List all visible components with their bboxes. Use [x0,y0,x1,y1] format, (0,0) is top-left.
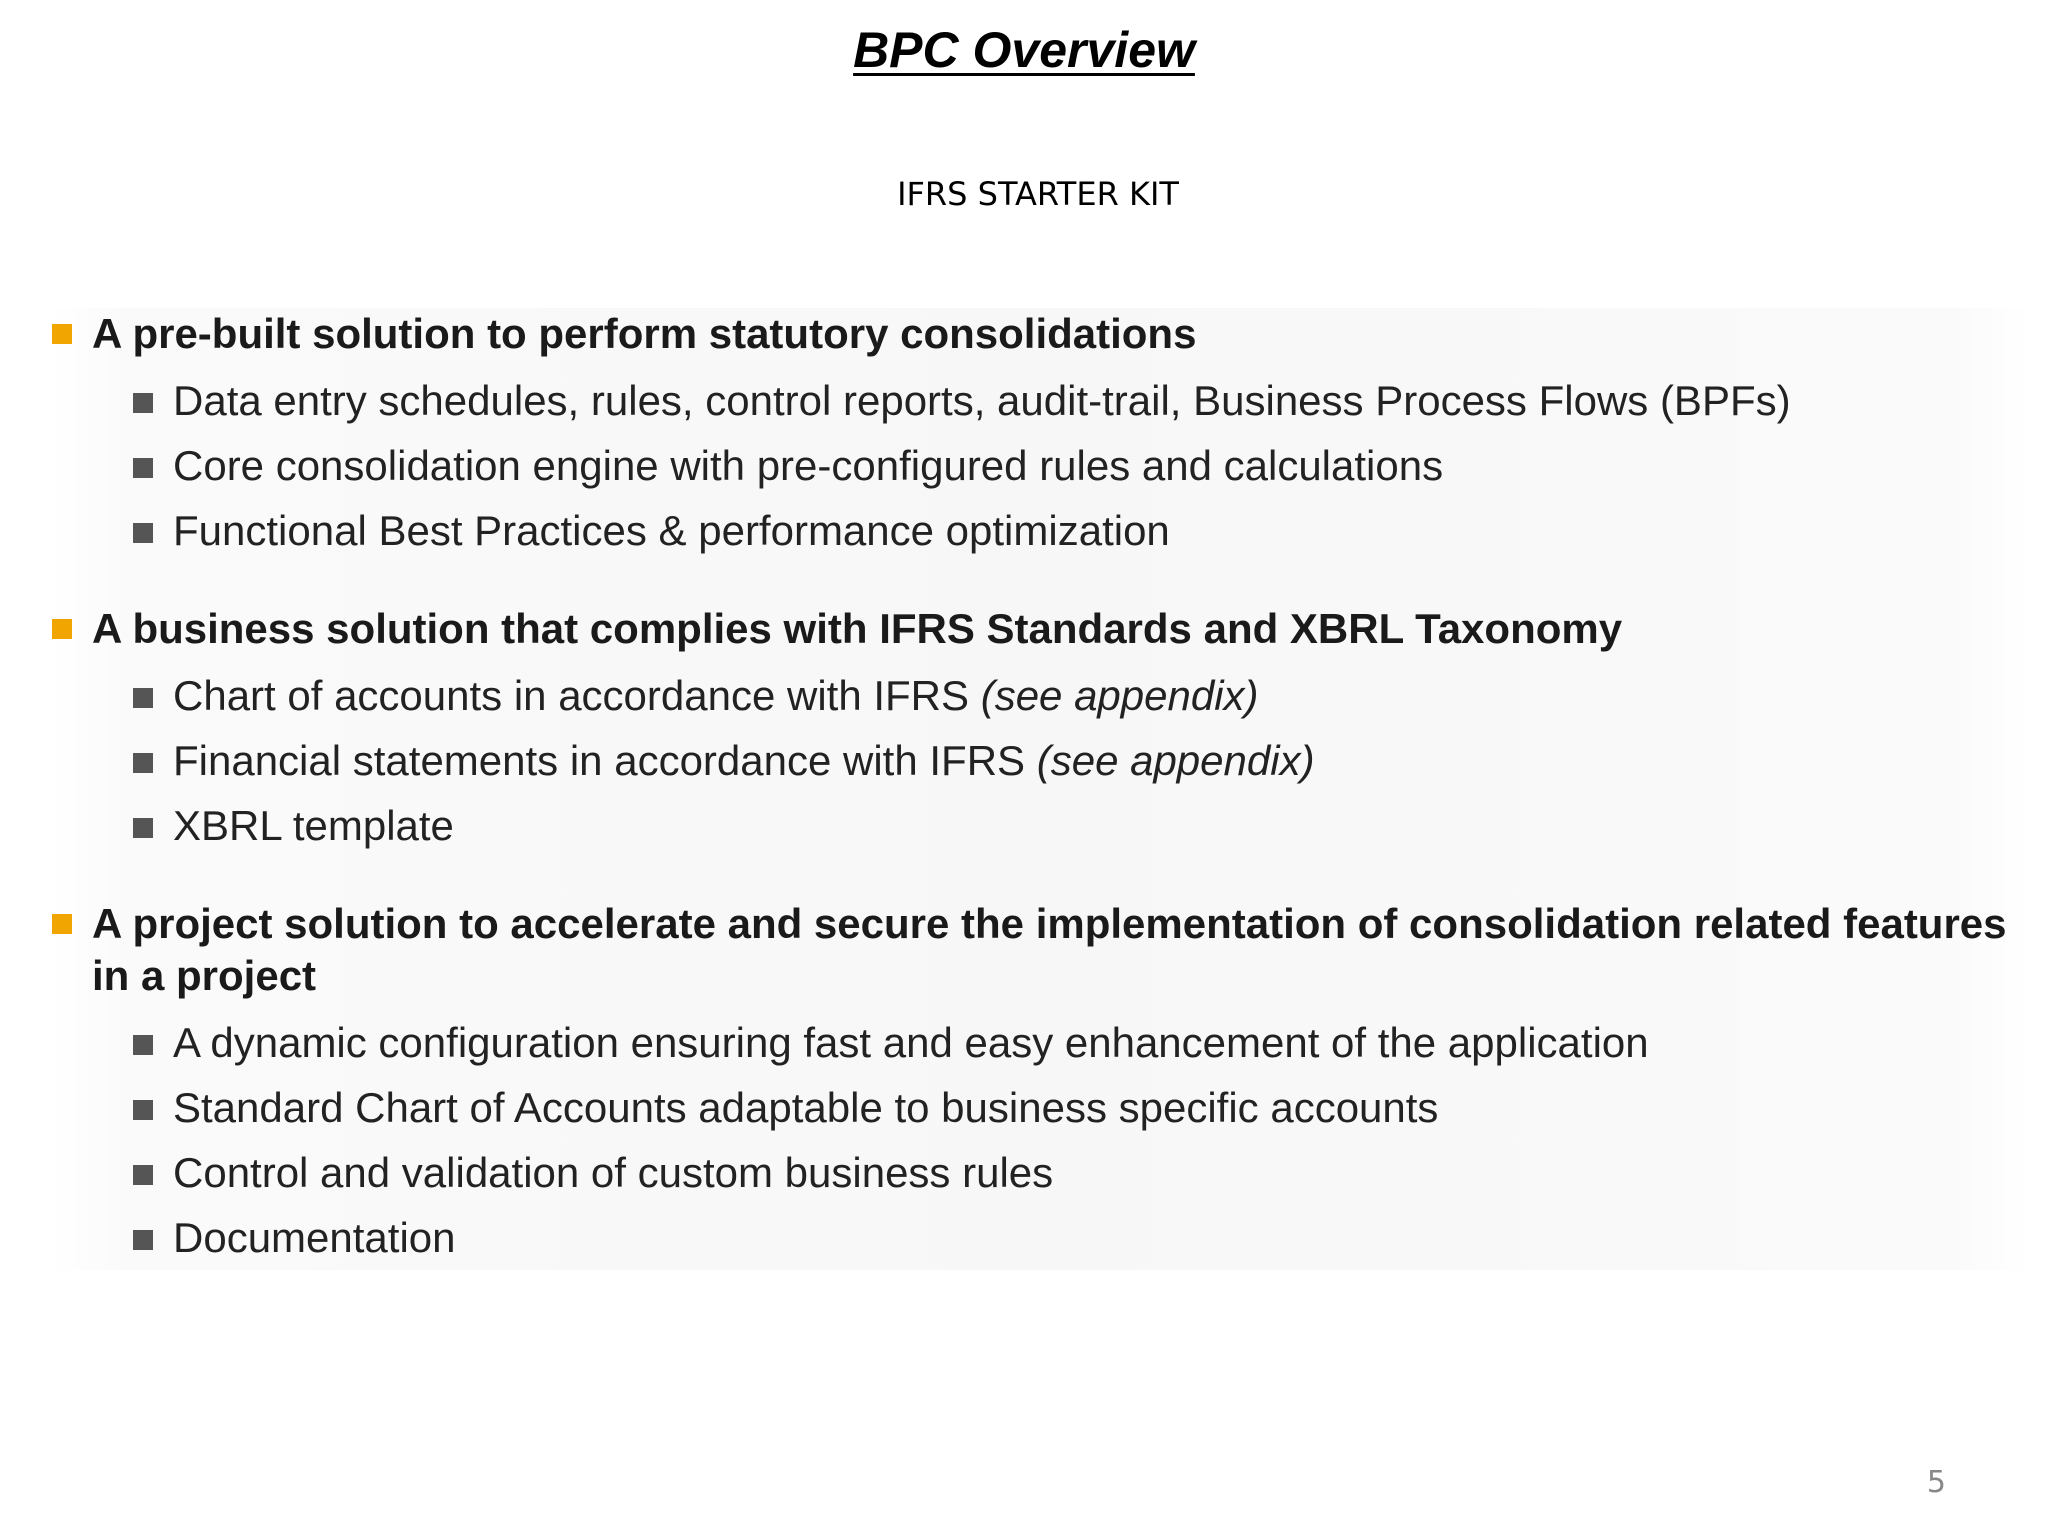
bullet-list [50,663,2030,858]
page-number: 5 [1926,1465,1946,1500]
list-item [50,1205,2030,1270]
list-item-text: Core consolidation engine with pre-configured rules and calculations [173,442,1444,489]
gray-square-bullet-icon [133,393,153,413]
list-item-note: (see appendix) [1036,737,1315,784]
orange-square-bullet-icon [52,619,72,639]
section-project-solution [50,898,2030,1270]
list-item [50,368,2030,433]
section-heading-text: A pre-built solution to perform statutory consolidations [92,310,1197,357]
section-heading-text: A project solution to accelerate and secure the implementation of consolidation related features in a project [92,900,2007,999]
gray-square-bullet-icon [133,753,153,773]
list-item-text: Standard Chart of Accounts adaptable to business specific accounts [173,1084,1439,1131]
list-item [50,1140,2030,1205]
gray-square-bullet-icon [133,1035,153,1055]
section-heading [50,308,2030,360]
gray-square-bullet-icon [133,1100,153,1120]
list-item-text: Functional Best Practices & performance optimization [173,507,1170,554]
list-item-text: Data entry schedules, rules, control reports, audit-trail, Business Process Flows (BPFs) [173,377,1791,424]
orange-square-bullet-icon [52,324,72,344]
gray-square-bullet-icon [133,1165,153,1185]
gray-square-bullet-icon [133,523,153,543]
list-item-note: (see appendix) [980,672,1259,719]
list-item-text: Control and validation of custom business rules [173,1149,1054,1196]
list-item [50,1010,2030,1075]
slide-content [50,308,2030,1270]
section-prebuilt-solution [50,308,2030,563]
list-item-text: A dynamic configuration ensuring fast and easy enhancement of the application [173,1019,1649,1066]
list-item-text: Chart of accounts in accordance with IFRS [173,672,981,719]
bullet-list [50,368,2030,563]
list-item [50,728,2030,793]
list-item [50,433,2030,498]
bullet-list [50,1010,2030,1270]
list-item-text: Financial statements in accordance with IFRS [173,737,1037,784]
gray-square-bullet-icon [133,688,153,708]
section-heading-text: A business solution that complies with IFRS Standards and XBRL Taxonomy [92,605,1623,652]
orange-square-bullet-icon [52,914,72,934]
section-heading [50,898,2030,1002]
list-item-text: XBRL template [173,802,454,849]
list-item [50,1075,2030,1140]
gray-square-bullet-icon [133,818,153,838]
page-title: BPC Overview [853,22,1195,78]
gray-square-bullet-icon [133,458,153,478]
gray-square-bullet-icon [133,1230,153,1250]
list-item [50,793,2030,858]
list-item [50,498,2030,563]
section-business-solution [50,603,2030,858]
list-item-text: Documentation [173,1214,456,1261]
section-heading [50,603,2030,655]
list-item [50,663,2030,728]
page-subtitle: IFRS STARTER KIT [897,175,1179,213]
